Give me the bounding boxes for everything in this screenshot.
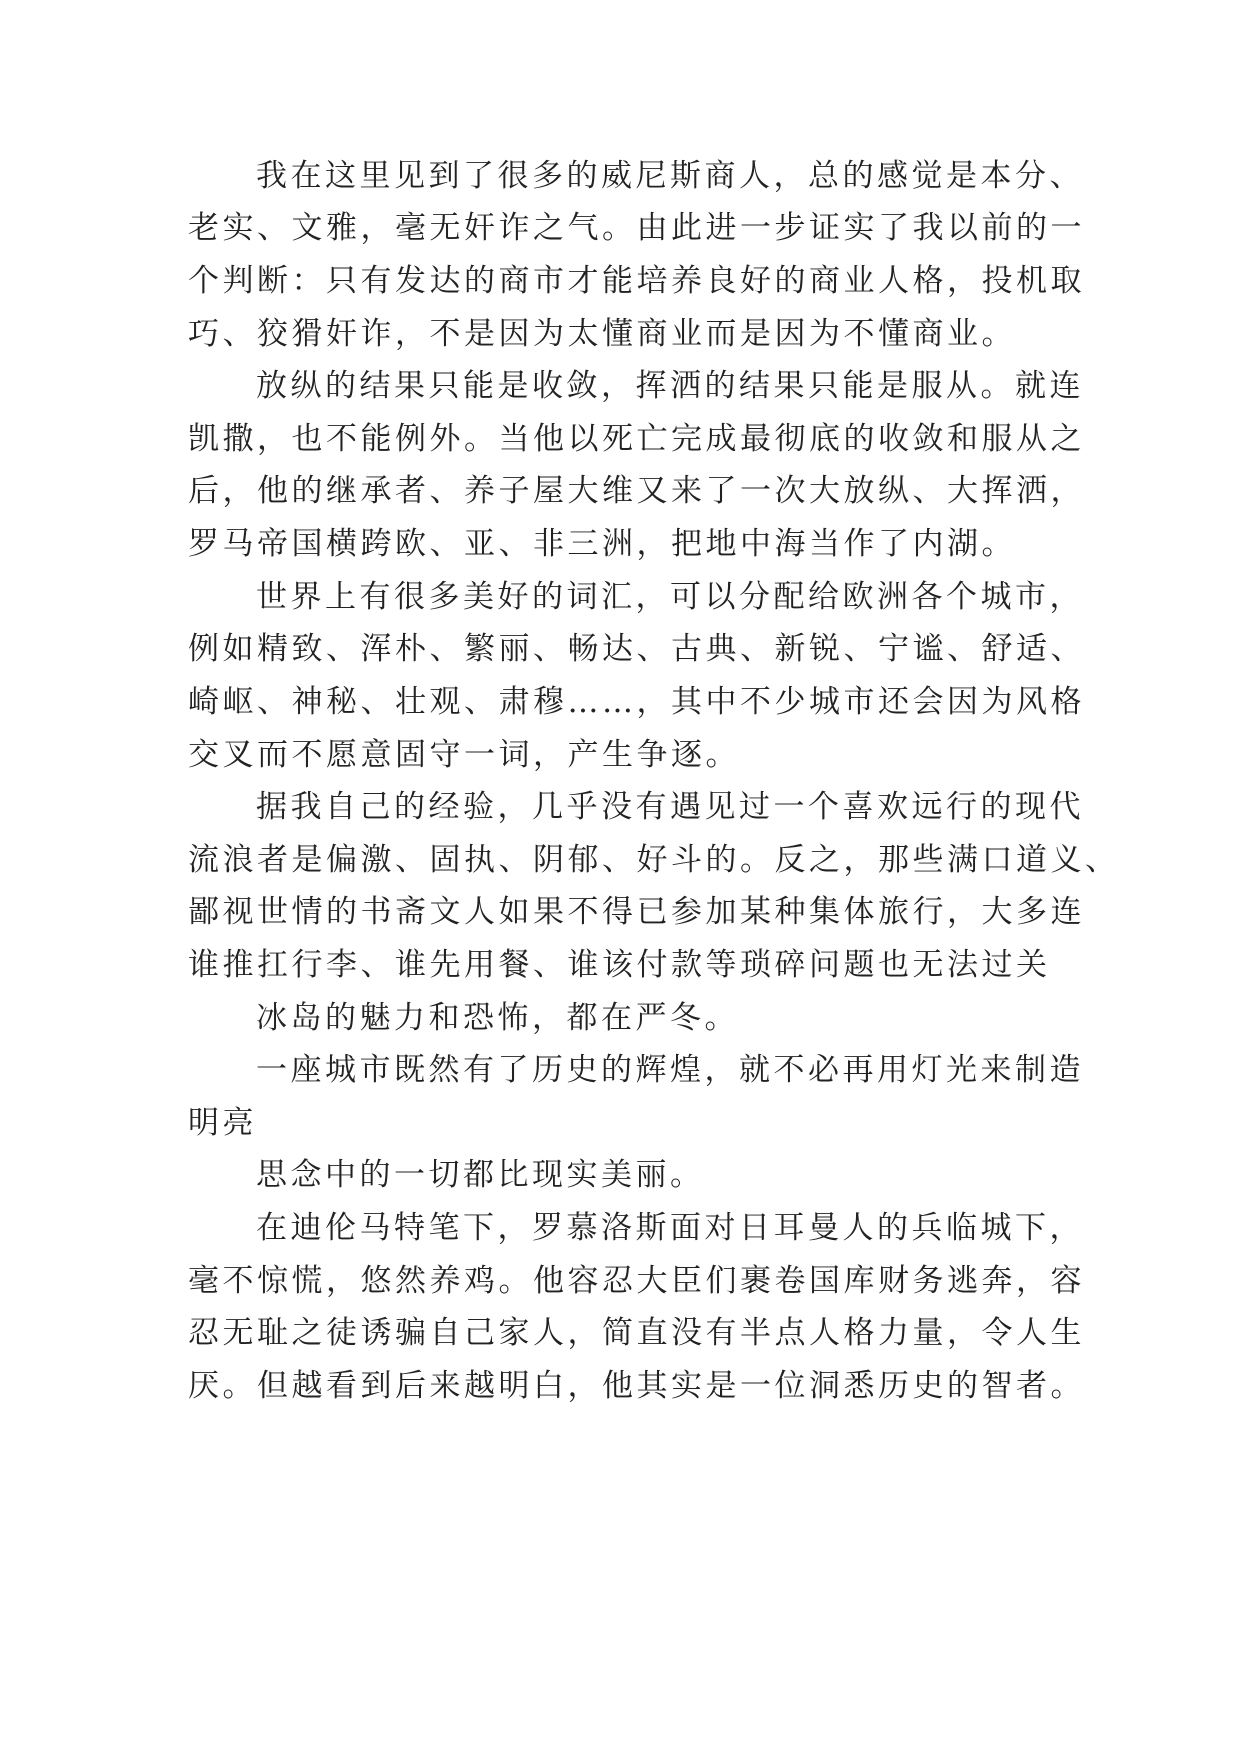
text-line: 我在这里见到了很多的威尼斯商人，总的感觉是本分、 bbox=[256, 158, 1084, 194]
text-line: 流浪者是偏激、固执、阴郁、好斗的。反之，那些满口道义、 bbox=[188, 842, 1120, 878]
text-line: 罗马帝国横跨欧、亚、非三洲，把地中海当作了内湖。 bbox=[188, 526, 1016, 562]
text-line: 谁推扛行李、谁先用餐、谁该付款等琐碎问题也无法过关 bbox=[188, 947, 1051, 983]
text-line: 后，他的继承者、养子屋大维又来了一次大放纵、大挥洒， bbox=[188, 473, 1085, 509]
text-line: 凯撒，也不能例外。当他以死亡完成最彻底的收敛和服从之 bbox=[188, 421, 1085, 457]
text-line: 毫不惊慌，悠然养鸡。他容忍大臣们裹卷国库财务逃奔，容 bbox=[188, 1263, 1085, 1299]
text-line: 一座城市既然有了历史的辉煌，就不必再用灯光来制造 bbox=[256, 1052, 1084, 1088]
text-line: 在迪伦马特笔下，罗慕洛斯面对日耳曼人的兵临城下， bbox=[256, 1210, 1084, 1246]
text-line: 据我自己的经验，几乎没有遇见过一个喜欢远行的现代 bbox=[256, 789, 1084, 825]
text-line: 思念中的一切都比现实美丽。 bbox=[256, 1157, 705, 1193]
text-line: 例如精致、浑朴、繁丽、畅达、古典、新锐、宁谧、舒适、 bbox=[188, 631, 1085, 667]
text-line: 世界上有很多美好的词汇，可以分配给欧洲各个城市， bbox=[256, 579, 1084, 615]
text-line: 个判断：只有发达的商市才能培养良好的商业人格，投机取 bbox=[188, 263, 1085, 299]
text-line: 鄙视世情的书斋文人如果不得已参加某种集体旅行，大多连 bbox=[188, 894, 1085, 930]
text-line: 崎岖、神秘、壮观、肃穆……，其中不少城市还会因为风格 bbox=[188, 684, 1085, 720]
text-line: 厌。但越看到后来越明白，他其实是一位洞悉历史的智者。 bbox=[188, 1368, 1085, 1404]
text-line: 明亮 bbox=[188, 1105, 257, 1141]
text-line: 冰岛的魅力和恐怖，都在严冬。 bbox=[256, 1000, 739, 1036]
text-line: 巧、狡猾奸诈，不是因为太懂商业而是因为不懂商业。 bbox=[188, 316, 1016, 352]
text-line: 忍无耻之徒诱骗自己家人，简直没有半点人格力量，令人生 bbox=[188, 1315, 1085, 1351]
text-line: 老实、文雅，毫无奸诈之气。由此进一步证实了我以前的一 bbox=[188, 210, 1085, 246]
text-line: 放纵的结果只能是收敛，挥洒的结果只能是服从。就连 bbox=[256, 368, 1084, 404]
text-line: 交叉而不愿意固守一词，产生争逐。 bbox=[188, 737, 740, 773]
